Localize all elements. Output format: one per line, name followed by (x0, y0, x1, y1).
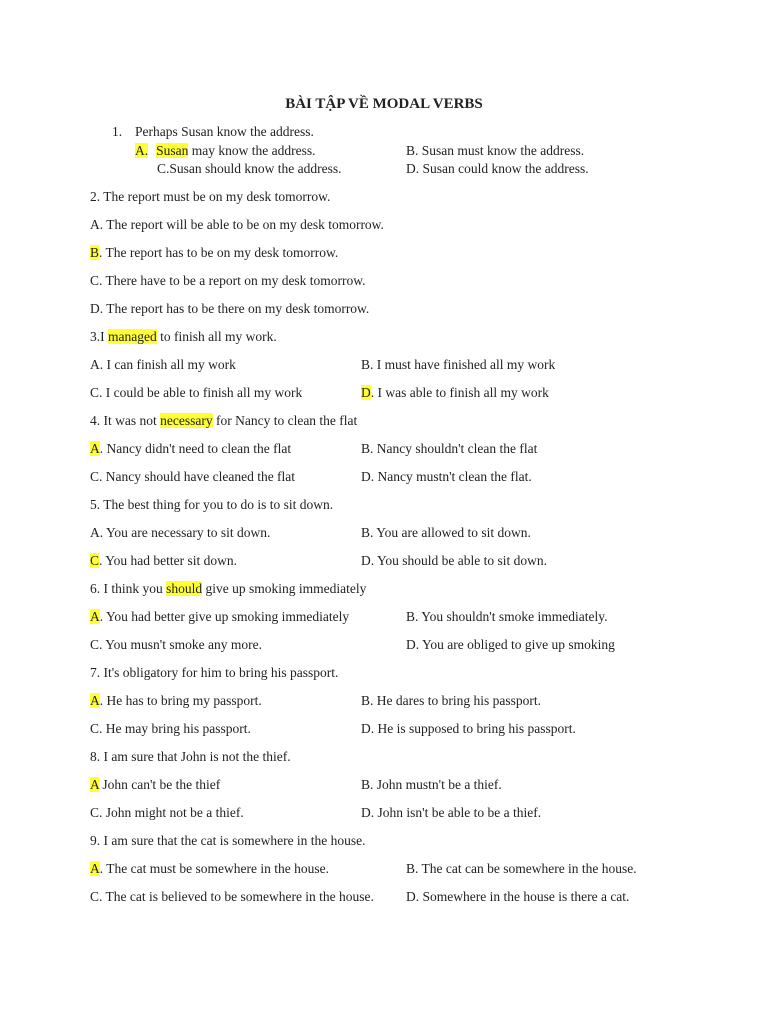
question-5-prompt: 5. The best thing for you to do is to sit down. (90, 497, 334, 512)
answer-letter-highlight: A (90, 693, 100, 708)
question-4-option-c: C. Nancy should have cleaned the flat (90, 469, 296, 484)
question-5-option-d: D. You should be able to sit down. (361, 553, 548, 568)
question-9-prompt: 9. I am sure that the cat is somewhere in the house. (90, 833, 366, 848)
answer-letter-highlight: A (90, 441, 100, 456)
question-3-option-a: A. I can finish all my work (90, 357, 236, 372)
question-9-option-a: A. The cat must be somewhere in the house. (90, 861, 329, 876)
question-7-option-a: A. He has to bring my passport. (90, 693, 262, 708)
question-1-number: 1. (112, 124, 123, 139)
question-9-option-d: D. Somewhere in the house is there a cat. (406, 889, 630, 904)
question-4-prompt: 4. It was not necessary for Nancy to clean the flat (90, 413, 358, 428)
question-3-option-b: B. I must have finished all my work (361, 357, 556, 372)
highlighted-word: should (166, 581, 203, 596)
question-1-option-d: D. Susan could know the address. (406, 161, 589, 176)
question-7-prompt: 7. It's obligatory for him to bring his passport. (90, 665, 339, 680)
question-7-option-d: D. He is supposed to bring his passport. (361, 721, 576, 736)
answer-letter-highlight: A. (135, 143, 149, 158)
highlighted-word: managed (108, 329, 157, 344)
answer-letter-highlight: A (90, 861, 100, 876)
question-3-option-c: C. I could be able to finish all my work (90, 385, 303, 400)
question-6-prompt: 6. I think you should give up smoking immediately (90, 581, 367, 596)
question-6-option-d: D. You are obliged to give up smoking (406, 637, 615, 652)
answer-letter-highlight: C (90, 553, 100, 568)
question-2-prompt: 2. The report must be on my desk tomorrow. (90, 189, 331, 204)
highlighted-word: Susan (156, 143, 189, 158)
answer-letter-highlight: B (90, 245, 100, 260)
answer-letter-highlight: A (90, 609, 100, 624)
question-8-option-b: B. John mustn't be a thief. (361, 777, 502, 792)
question-2-option-d: D. The report has to be there on my desk tomorrow. (90, 301, 370, 316)
question-1-prompt: Perhaps Susan know the address. (135, 124, 314, 139)
question-2-option-b: B. The report has to be on my desk tomorrow. (90, 245, 339, 260)
question-8-prompt: 8. I am sure that John is not the thief. (90, 749, 291, 764)
question-2-option-a: A. The report will be able to be on my desk tomorrow. (90, 217, 384, 232)
answer-letter-highlight: D (361, 385, 371, 400)
highlighted-word: necessary (160, 413, 213, 428)
question-8-option-d: D. John isn't be able to be a thief. (361, 805, 542, 820)
question-9-option-b: B. The cat can be somewhere in the house. (406, 861, 637, 876)
question-6-option-b: B. You shouldn't smoke immediately. (406, 609, 608, 624)
question-5-option-b: B. You are allowed to sit down. (361, 525, 531, 540)
question-1-option-b: B. Susan must know the address. (406, 143, 585, 158)
page-title: BÀI TẬP VỀ MODAL VERBS (285, 96, 483, 112)
question-6-option-a: A. You had better give up smoking immediately (90, 609, 350, 624)
question-4-option-b: B. Nancy shouldn't clean the flat (361, 441, 538, 456)
question-4-option-a: A. Nancy didn't need to clean the flat (90, 441, 292, 456)
answer-letter-highlight: A (90, 777, 100, 792)
question-5-option-a: A. You are necessary to sit down. (90, 525, 271, 540)
question-8-option-c: C. John might not be a thief. (90, 805, 244, 820)
question-2-option-c: C. There have to be a report on my desk tomorrow. (90, 273, 366, 288)
question-7-option-c: C. He may bring his passport. (90, 721, 251, 736)
question-5-option-c: C. You had better sit down. (90, 553, 238, 568)
question-1-option-a: A. Susan may know the address. (135, 143, 316, 158)
question-4-option-d: D. Nancy mustn't clean the flat. (361, 469, 532, 484)
question-9-option-c: C. The cat is believed to be somewhere in the house. (90, 889, 374, 904)
question-7-option-b: B. He dares to bring his passport. (361, 693, 541, 708)
question-8-option-a: A John can't be the thief (90, 777, 221, 792)
question-1-option-c: C.Susan should know the address. (157, 161, 342, 176)
question-3-prompt: 3.I managed to finish all my work. (90, 329, 277, 344)
question-3-option-d: D. I was able to finish all my work (361, 385, 549, 400)
question-6-option-c: C. You musn't smoke any more. (90, 637, 262, 652)
